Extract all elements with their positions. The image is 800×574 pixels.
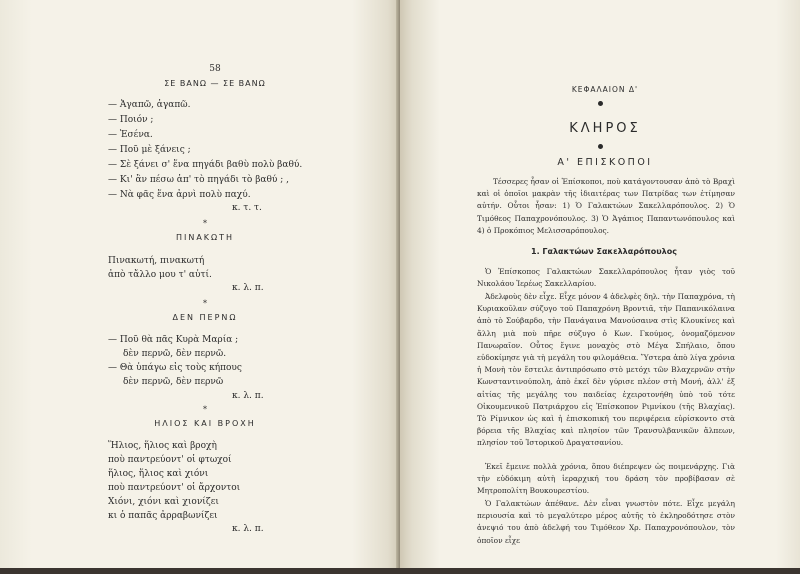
separator-star: * xyxy=(203,299,207,308)
poem2-line: ἀπὸ τἄλλο μου τ' αὐτί. xyxy=(108,270,212,280)
poem3-line: — Ποῦ θὰ πᾶς Κυρὰ Μαρία ; xyxy=(108,335,239,345)
poem3-line: δὲν περνῶ, δὲν περνῶ. xyxy=(123,349,227,359)
poem4-line: ποὺ παντρεύοντ' οἱ φτωχοί xyxy=(108,455,232,465)
section-title: Α' ΕΠΙΣΚΟΠΟΙ xyxy=(557,157,653,168)
poem3-end: κ. λ. π. xyxy=(232,391,264,401)
paragraph: Ὁ Ἐπίσκοπος Γαλακτώων Σακελλαρόπουλος ἦταν γιὸς τοῦ Νικολάου Ἱερέως Σακελλαρίου. xyxy=(477,267,735,289)
poem1-end: κ. τ. τ. xyxy=(232,203,262,213)
chapter-label: ΚΕΦΑΛΑΙΟΝ Δ' xyxy=(571,85,639,94)
poem3-line: δὲν περνῶ, δὲν περνῶ xyxy=(123,377,224,387)
poem2-title: ΠΙΝΑΚΩΤΗ xyxy=(175,233,235,242)
poem2-end: κ. λ. π. xyxy=(232,283,264,293)
poem3-line: — Θὰ ὑπάγω εἰς τοὺς κήπους xyxy=(108,363,242,373)
poem3-title: ΔΕΝ ΠΕΡΝΩ xyxy=(172,313,238,322)
poem4-line: Ἥλιος, ἥλιος καὶ βροχὴ xyxy=(108,441,217,451)
running-head: ΣΕ ΒΑΝΩ — ΣΕ ΒΑΝΩ xyxy=(164,79,266,88)
poem2-line: Πινακωτή, πινακωτή xyxy=(108,256,205,266)
poem4-end: κ. λ. π. xyxy=(232,524,264,534)
poem4-line: Χιόνι, χιόνι καὶ χιονίζει xyxy=(108,497,219,507)
poem4-title: ΗΛΙΟΣ ΚΑΙ ΒΡΟΧΗ xyxy=(154,419,256,428)
paragraph: Ὁ Γαλακτώων ἀπέθανε. Δὲν εἶναι γνωστὸν πότε. Εἶχε μεγάλη περιουσία καὶ τὸ μεγαλύτερο μέρος αὐτῆς τὸ ἐκληροδότησε στὸν ἀνεψιό του ἀπὸ ἀδελφή του Τιμόθεον Χρ. Παπαχρονόπουλον, τὸν ὁποῖον εἶχε xyxy=(477,499,735,545)
poem1-line: — Ἀγαπῶ, ἀγαπῶ. xyxy=(108,100,191,110)
intro-paragraph: Τέσσερες ἦσαν οἱ Ἐπίσκοποι, ποὺ κατάγοντουσαν ἀπὸ τὸ Βραχὶ καὶ οἱ ὁποῖοι μακρὰν τῆς ἰδιαιτέρας των Πατρίδας των ἐτίμησαν αὐτήν. Οὗτοι ἦσαν: 1) Ὁ Γαλακτώων Σακελλαρόπουλος. 2) Ὁ Τιμόθεος Παπαχρονόπουλος. 3) Ὁ Ἀγάπιος Παπαντωνόπουλος καὶ 4) ὁ Προκόπιος Μελισσαρόπουλος. xyxy=(477,177,735,235)
ornament-dot xyxy=(598,144,603,149)
subsection-title: 1. Γαλακτώων Σακελλαρόπουλος xyxy=(531,247,677,256)
poem4-line: ποὺ παντρεύοντ' οἱ ἄρχοντοι xyxy=(108,483,241,493)
poem1-line: — Ποιόν ; xyxy=(108,115,154,125)
chapter-title: ΚΛΗΡΟΣ xyxy=(569,121,641,136)
right-page xyxy=(400,0,800,574)
poem1-line: — Ποῦ μὲ ξάνεις ; xyxy=(108,145,191,155)
separator-star: * xyxy=(203,219,207,228)
separator-star: * xyxy=(203,405,207,414)
poem1-line: — Ἐσένα. xyxy=(108,130,153,140)
poem1-line: — Σὲ ξάνει σ' ἕνα πηγάδι βαθὺ πολὺ βαθύ. xyxy=(108,160,303,170)
page-edge xyxy=(0,568,800,574)
poem4-line: κι ὁ παπᾶς ἀρραβωνίζει xyxy=(108,511,218,521)
paragraph: Ἐκεῖ ἔμεινε πολλὰ χρόνια, ὅπου διέπρεψεν ὡς ποιμενάρχης. Γιὰ τὴν εὐδόκιμη αὐτὴ ἱεραρχική του δράση τὸν προβίβασαν σὲ Μητροπολίτη Βουκουρεστίου. xyxy=(477,462,735,496)
poem1-line: — Νὰ φᾶς ἕνα ἀρνὶ πολὺ παχύ. xyxy=(108,190,251,200)
ornament-dot xyxy=(598,101,603,106)
poem1-line: — Κι' ἂν πέσω ἀπ' τὸ πηγάδι τὸ βαθύ ; , xyxy=(108,175,289,185)
poem4-line: ἥλιος, ἥλιος καὶ χιόνι xyxy=(108,469,209,479)
page-number: 58 xyxy=(209,64,221,74)
paragraph: Ἀδελφοὺς δὲν εἶχε. Εἶχε μόνον 4 ἀδελφὲς δηλ. τὴν Παπαχρόνα, τὴ Κυριακοῦλαν σύζυγο τοῦ Παπαχρόνη Βροντιᾶ, τὴν Παπανικόλαινα ἀπὸ τὸ Σούβαρδο, τὴν Πανάγαινα Μανούσαινα στὶς Κλουκίνες καὶ ἄλλη μιὰ ποὺ πῆρε σύζυγο ὁ Κων. Γκούμος, ὀνομαζόμενον Πανωραῖον. Οὗτος ἔγινε μοναχὸς στὸ Μέγα Σπήλαιο, ὅπου εὐδοκίμησε γιὰ τὴ μεγάλη του φιλομάθεια. Ὕστερα ἀπὸ λίγα χρόνια ἡ Μονὴ τὸν ἔστειλε ἀντιπρόσωπο στὸ μετόχι τῶν Βλαχερνῶν στὴν Κωνσταντινούπολη, ἀπὸ ἐκεῖ δὲν γύρισε πλέον στὴ Μονή, ἀλλ' ἐξ αἰτίας τῆς μεγάλης του παιδείας ἐχειροτονήθη ὑπὸ τοῦ τότε Οἰκουμενικοῦ Πατριάρχου εἰς Ἐπίσκοπον Ριμνίκου (τῆς Βλαχίας). Τὸ Ρίμνικον ὡς καὶ ἡ ἐπισκοπική του περιφέρεια εὑρίσκοντο στὰ βόρεια τῆς Βλαχίας καὶ πλησίον τῶν Τρανσυλβανικῶν ἄλπεων, πλησίον τοῦ Ἰστορικοῦ Δραγατσανίου. xyxy=(477,292,735,448)
